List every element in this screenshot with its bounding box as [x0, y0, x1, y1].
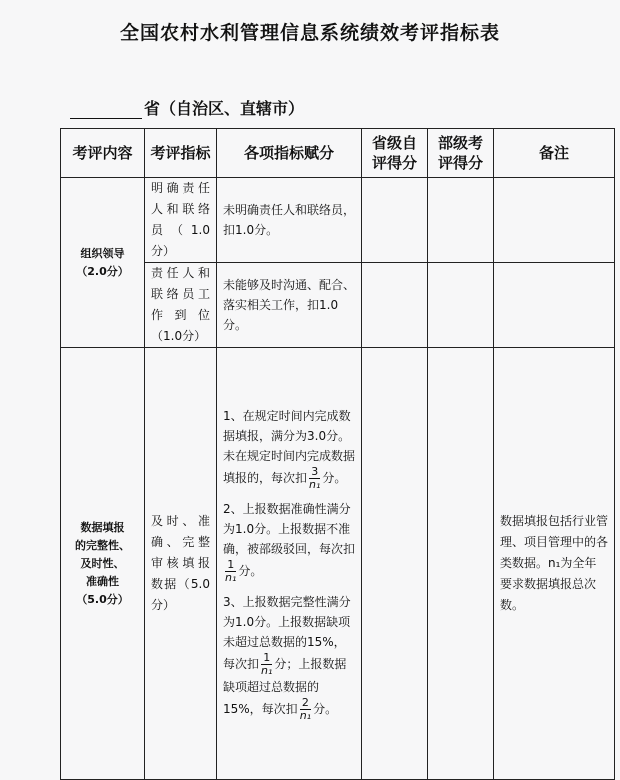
score-item-text: 分。 [322, 470, 347, 485]
score-cell: 未能够及时沟通、配合、落实相关工作，扣1.0分。 [217, 263, 362, 348]
content-data-filling [61, 348, 145, 780]
remark-cell [494, 263, 615, 348]
fraction [300, 697, 311, 722]
fraction [309, 466, 320, 491]
content-line: （2.0分） [76, 264, 129, 278]
provincial-score-cell[interactable] [362, 263, 428, 348]
fraction-numerator: 1 [227, 557, 235, 571]
page-title: 全国农村水利管理信息系统绩效考评指标表 [119, 22, 500, 44]
header-provincial [362, 129, 428, 178]
score-cell: 未明确责任人和联络员，扣1.0分。 [217, 178, 362, 263]
ministry-score-cell[interactable] [428, 348, 494, 780]
score-item-text: 分。 [238, 563, 263, 578]
content-line: 及时性、 [80, 556, 125, 570]
content-org-leadership [61, 178, 145, 348]
fraction [261, 652, 272, 677]
score-item-text: 分；上报数据缺项超过总数据的15%，每次扣 [223, 656, 347, 716]
header-ministry-line2: 评得分 [437, 154, 483, 172]
table-row [61, 178, 615, 263]
table-row [61, 263, 615, 348]
header-provincial-line2: 评得分 [371, 154, 417, 172]
fraction-denominator: n₁ [309, 477, 321, 491]
fraction-numerator: 3 [311, 464, 319, 478]
province-label: 省（自治区、直辖市） [144, 99, 305, 118]
content-line: 组织领导 [80, 246, 125, 260]
content-line: 准确性 [86, 574, 119, 588]
provincial-score-cell[interactable] [362, 348, 428, 780]
remark-cell: 数据填报包括行业管理、项目管理中的各类数据。n₁为全年要求数据填报总次数。 [494, 348, 615, 780]
indicator-cell: 及时、准确、完整审核填报数据（5.0分） [145, 348, 217, 780]
province-blank[interactable] [70, 102, 142, 119]
score-item-accuracy [223, 499, 355, 584]
header-score: 各项指标赋分 [217, 129, 362, 178]
fraction-denominator: n₁ [299, 708, 312, 722]
score-item-text: 2、上报数据准确性满分为1.0分。上报数据不准确，被部级驳回，每次扣 [223, 501, 356, 556]
table-row [61, 348, 615, 780]
indicator-cell: 责任人和联络员工作到位（1.0分） [145, 263, 217, 348]
province-field [70, 96, 304, 119]
fraction-numerator: 1 [263, 650, 271, 664]
header-ministry [428, 129, 494, 178]
header-row [61, 129, 615, 178]
ministry-score-cell[interactable] [428, 263, 494, 348]
ministry-score-cell[interactable] [428, 178, 494, 263]
evaluation-table [60, 128, 615, 780]
score-item-text: 1、在规定时间内完成数据填报，满分为3.0分。未在规定时间内完成数据填报的，每次扣 [223, 408, 356, 485]
header-remark: 备注 [494, 129, 615, 178]
fraction-denominator: n₁ [225, 570, 237, 584]
header-content: 考评内容 [61, 129, 145, 178]
score-item-completeness [223, 592, 355, 722]
remark-cell [494, 178, 615, 263]
content-line: （5.0分） [76, 592, 129, 606]
score-item-text: 分。 [313, 701, 338, 716]
score-item-timeliness [223, 406, 355, 491]
provincial-score-cell[interactable] [362, 178, 428, 263]
fraction-denominator: n₁ [261, 663, 273, 677]
indicator-cell: 明确责任人和联络员（1.0分） [145, 178, 217, 263]
header-indicator: 考评指标 [145, 129, 217, 178]
content-line: 的完整性、 [75, 538, 130, 552]
fraction [225, 559, 236, 584]
header-provincial-line1: 省级自 [371, 134, 417, 152]
header-ministry-line1: 部级考 [437, 134, 483, 152]
content-line: 数据填报 [80, 520, 125, 534]
score-cell [217, 348, 362, 780]
fraction-numerator: 2 [301, 695, 309, 709]
score-item-text: 3、上报数据完整性满分为1.0分。上报数据缺项未超过总数据的15%，每次扣 [223, 594, 351, 671]
